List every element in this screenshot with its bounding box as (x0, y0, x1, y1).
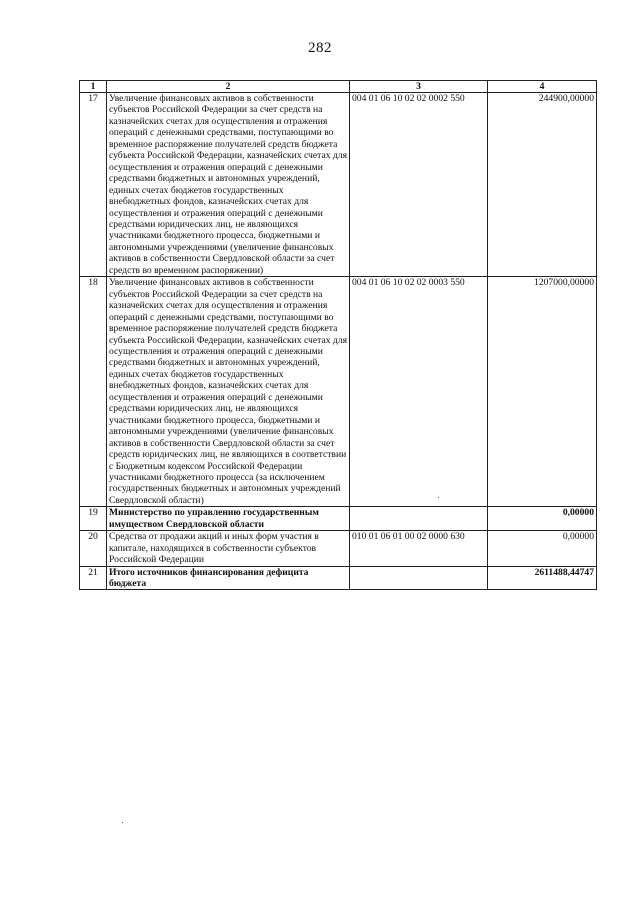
header-col-2: 2 (107, 81, 350, 93)
table-header-row (80, 81, 597, 93)
table-row (80, 507, 597, 531)
row-amount: 244900,00000 (488, 93, 597, 277)
table-row (80, 93, 597, 277)
row-amount: 0,00000 (488, 531, 597, 566)
row-budget-code: 004 01 06 10 02 02 0003 550 (350, 277, 488, 507)
row-number: 20 (80, 531, 107, 566)
header-col-4: 4 (488, 81, 597, 93)
row-budget-code: 004 01 06 10 02 02 0002 550 (350, 93, 488, 277)
row-amount: 2611488,44747 (488, 566, 597, 590)
table-row (80, 566, 597, 590)
table-row (80, 531, 597, 566)
row-number: 18 (80, 277, 107, 507)
row-budget-code (350, 566, 488, 590)
row-amount: 1207000,00000 (488, 277, 597, 507)
row-number: 19 (80, 507, 107, 531)
page-number: 282 (308, 40, 332, 56)
row-budget-code (350, 507, 488, 531)
budget-sources-table (79, 80, 597, 590)
row-description: Увеличение финансовых активов в собственности субъектов Российской Федерации за счет средств на казначейских счетах для осуществления и отражения операций с денежными средствами, поступающими во временное распоряжение получателей средств бюджета субъекта Российской Федерации, казначейских счетах для осуществления и отражения операций с денежными средствами бюджетных и автономных учреждений, единых счетах бюджетов государственных внебюджетных фондов, казначейских счетах для осуществления и отражения операций с денежными средствами юридических лиц, не являющихся участниками бюджетного процесса, бюджетными и автономными учреждениями (увеличение финансовых активов в собственности Свердловской области за счет средств юридических лиц, не являющихся в соответствии с Бюджетным кодексом Российской Федерации участниками бюджетного процесса (за исключением государственных бюджетных и автономных учреждений Свердловской области) (107, 277, 350, 507)
header-col-1: 1 (80, 81, 107, 93)
row-budget-code: 010 01 06 01 00 02 0000 630 (350, 531, 488, 566)
row-number: 17 (80, 93, 107, 277)
row-number: 21 (80, 566, 107, 590)
row-description: Средства от продажи акций и иных форм участия в капитале, находящихся в собственности субъектов Российской Федерации (107, 531, 350, 566)
row-description: Итого источников финансирования дефицита бюджета (107, 566, 350, 590)
row-description: Министерство по управлению государственным имуществом Свердловской области (107, 507, 350, 531)
scan-speck (122, 822, 123, 823)
scan-speck (438, 497, 439, 498)
table-row (80, 277, 597, 507)
row-amount: 0,00000 (488, 507, 597, 531)
row-description: Увеличение финансовых активов в собственности субъектов Российской Федерации за счет средств на казначейских счетах для осуществления и отражения операций с денежными средствами, поступающими во временное распоряжение получателей средств бюджета субъекта Российской Федерации, казначейских счетах для осуществления и отражения операций с денежными средствами бюджетных и автономных учреждений, единых счетах бюджетов государственных внебюджетных фондов, казначейских счетах для осуществления и отражения операций с денежными средствами юридических лиц, не являющихся участниками бюджетного процесса, бюджетными и автономными учреждениями (увеличение финансовых активов в собственности Свердловской области за счет средств во временном распоряжении) (107, 93, 350, 277)
header-col-3: 3 (350, 81, 488, 93)
